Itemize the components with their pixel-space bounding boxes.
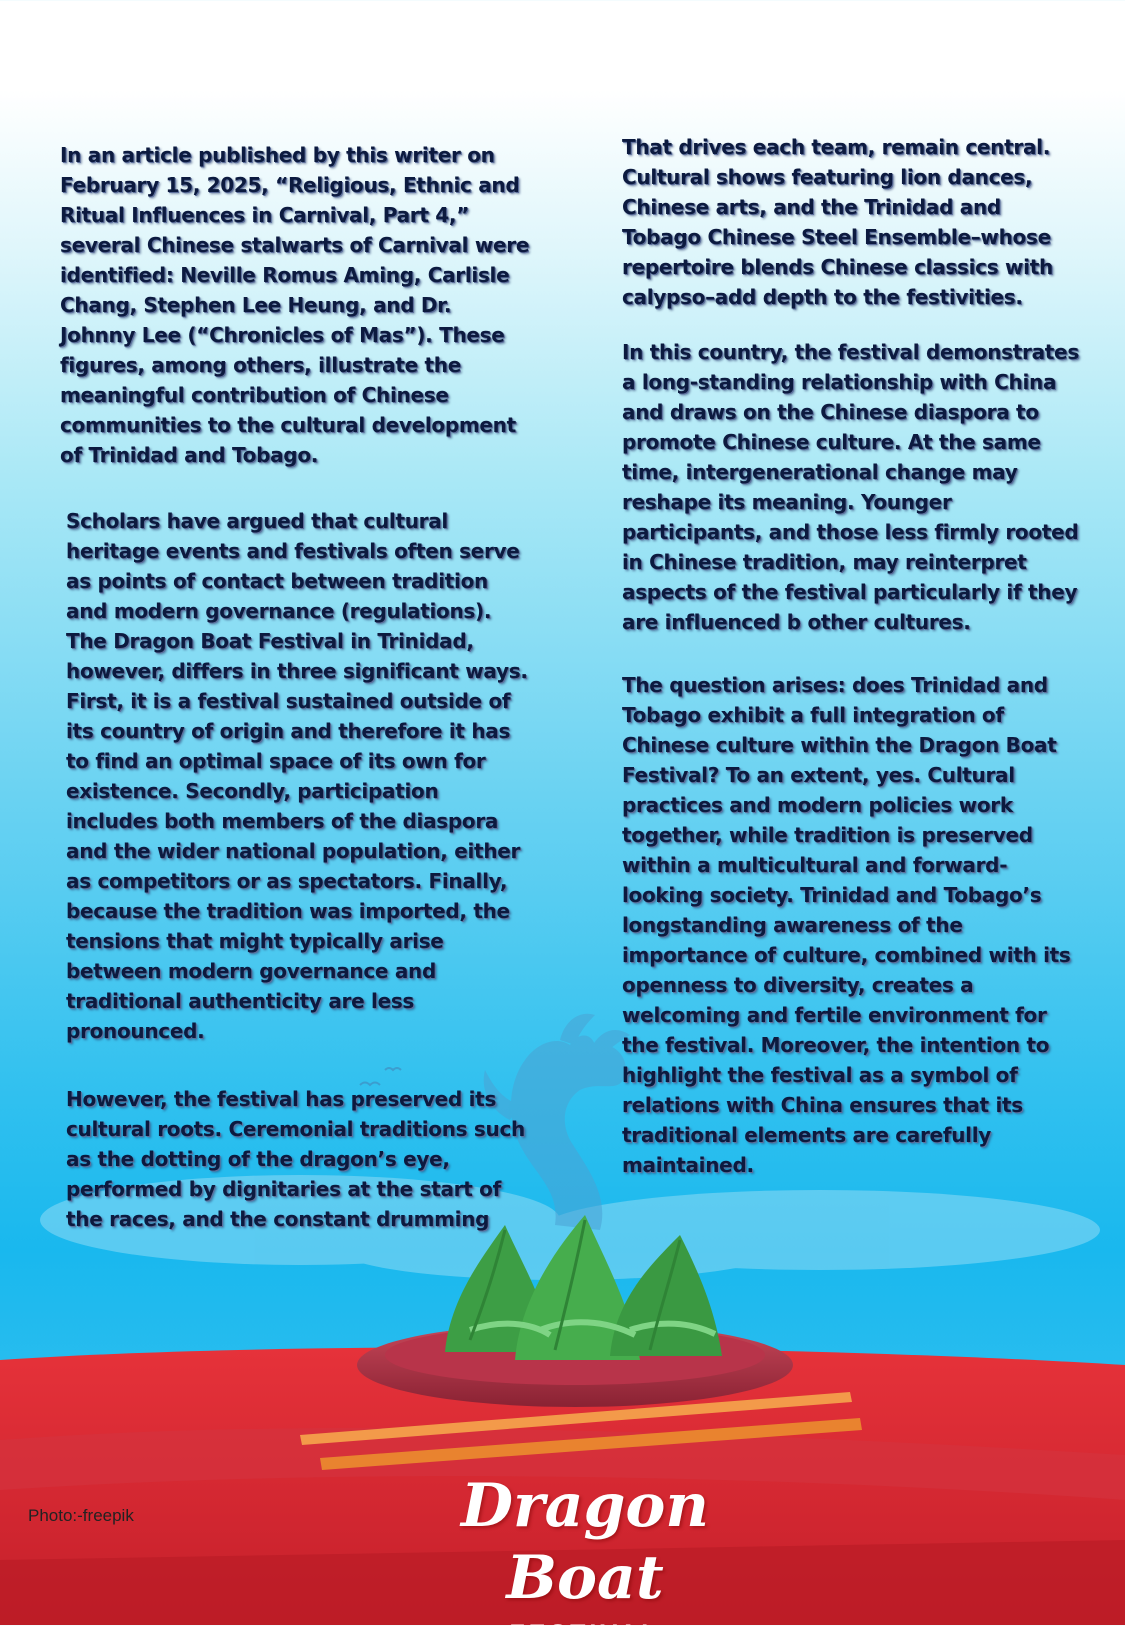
festival-banner (385, 1470, 785, 1649)
article-column-left (60, 140, 530, 1234)
banner-title: Dragon Boat (460, 1471, 710, 1613)
photo-credit: Photo:-freepik (28, 1506, 134, 1525)
article-paragraph: In an article published by this writer on February 15, 2025, “Religious, Ethnic and Ritual Influences in Carnival, Part 4,” several Chinese stalwarts of Carnival were identified: Neville Romus Aming, Carlisle Chang, Stephen Lee Heung, and Dr. Johnny Lee (“Chronicles of Mas”). These figures, among others, illustrate the meaningful contribution of Chinese communities to the cultural development of Trinidad and Tobago. (60, 143, 530, 467)
article-paragraph: The question arises: does Trinidad and Tobago exhibit a full integration of Chinese culture within the Dragon Boat Festival? To an extent, yes. Cultural practices and modern policies work together, while tradition is preserved within a multicultural and forward-looking society. Trinidad and Tobago’s longstanding awareness of the importance of culture, combined with its openness to diversity, creates a welcoming and fertile environment for the festival. Moreover, the intention to highlight the festival as a symbol of relations with China ensures that its traditional elements are carefully maintained. (622, 673, 1071, 1177)
banner-subtitle: FESTIVAL (509, 1620, 661, 1648)
article-paragraph: Scholars have argued that cultural heritage events and festivals often serve as points of contact between tradition and modern governance (regulations). The Dragon Boat Festival in Trinidad, however, differs in three significant ways. First, it is a festival sustained outside of its country of origin and therefore it has to find an optimal space of its own for existence. Secondly, participation includes both members of the diaspora and the wider national population, either as competitors or as spectators. Finally, because the tradition was imported, the tensions that might typically arise between modern governance and traditional authenticity are less pronounced. (66, 509, 528, 1043)
article-paragraph: In this country, the festival demonstrates a long-standing relationship with China and draws on the Chinese diaspora to promote Chinese culture. At the same time, intergenerational change may reshape its meaning. Younger participants, and those less firmly rooted in Chinese tradition, may reinterpret aspects of the festival particularly if they are influenced b other cultures. (622, 340, 1079, 634)
article-paragraph: That drives each team, remain central. Cultural shows featuring lion dances, Chinese arts, and the Trinidad and Tobago Chinese Steel Ensemble–whose repertoire blends Chinese classics with calypso–add depth to the festivities. (622, 135, 1053, 309)
article-column-right (622, 132, 1082, 1180)
article-paragraph: However, the festival has preserved its cultural roots. Ceremonial traditions such as the dotting of the dragon’s eye, performed by dignitaries at the start of the races, and the constant drumming (66, 1087, 525, 1231)
